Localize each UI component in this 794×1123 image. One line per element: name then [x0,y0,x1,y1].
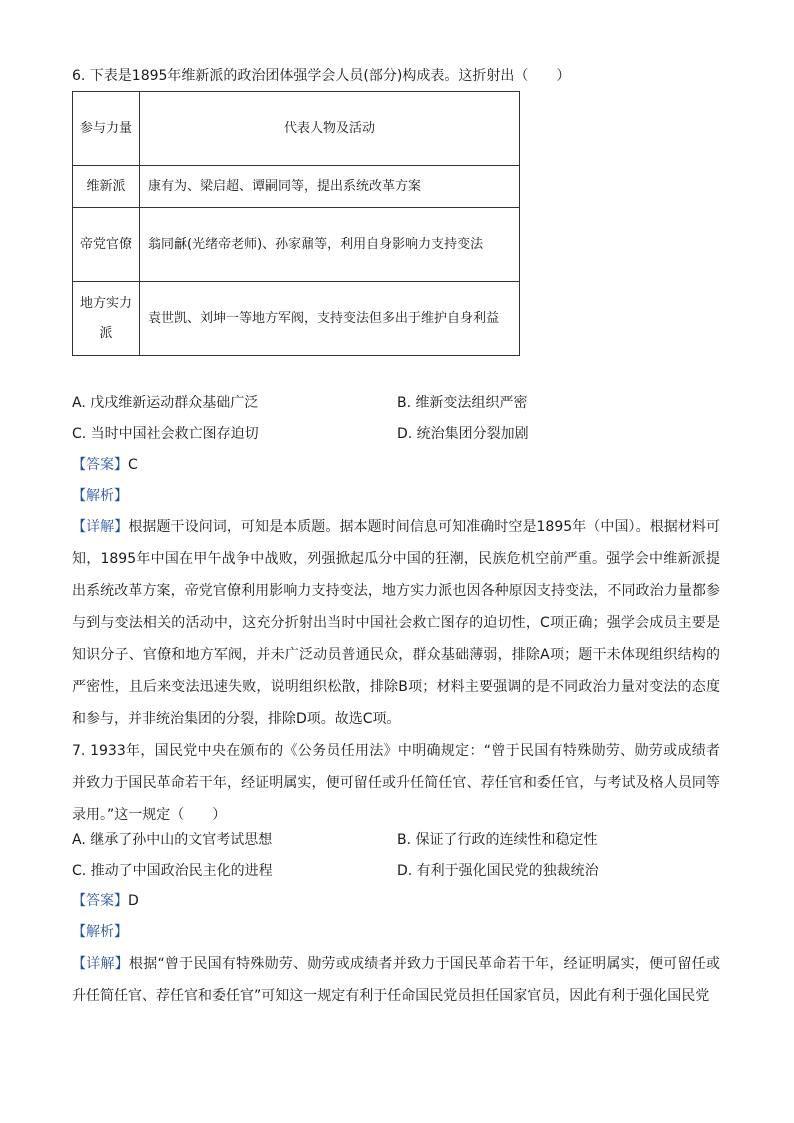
detail-tag: 【详解】 [72,519,129,535]
table-cell-force: 维新派 [73,166,140,208]
table-cell-activity: 翁同龢(光绪帝老师)、孙家鼐等，利用自身影响力支持变法 [140,208,520,282]
q6-option-c: C. 当时中国社会救亡图存迫切 [72,426,259,442]
q7-option-b: B. 保证了行政的连续性和稳定性 [397,832,598,848]
q6-detail [72,511,720,735]
table-cell-force: 帝党官僚 [73,208,140,282]
answer-tag: 【答案】 [72,457,128,473]
q7-option-c: C. 推动了中国政治民主化的进程 [72,863,273,879]
q6-stem: 6. 下表是1895年维新派的政治团体强学会人员(部分)构成表。这折射出（ ） [72,68,571,84]
table-header-row [73,92,520,166]
table-header-force: 参与力量 [73,92,140,166]
answer-tag: 【答案】 [72,893,128,909]
table-row [73,282,520,356]
table-cell-activity: 康有为、梁启超、谭嗣同等，提出系统改革方案 [140,166,520,208]
q6-option-a: A. 戊戌维新运动群众基础广泛 [72,395,259,411]
table-cell-force: 地方实力派 [73,282,140,356]
q7-answer-line [72,891,139,911]
q7-analysis-tag [72,922,128,942]
detail-text: 根据“曾于民国有特殊勋劳、勋劳或成绩者并致力于国民革命若干年，经证明属实，便可留任或升任简任官、荐任官和委任官”可知这一规定有利于任命国民党员担任国家官员，因此有利于强化国民党 [72,956,720,1004]
q7-option-d: D. 有利于强化国民党的独裁统治 [397,863,599,879]
table-header-activity: 代表人物及活动 [140,92,520,166]
detail-text: 根据题干设问词，可知是本质题。据本题时间信息可知准确时空是1895年（中国）。根据材料可知，1895年中国在甲午战争中战败，列强掀起瓜分中国的狂潮，民族危机空前严重。强学会中维新派提出系统改革方案，帝党官僚利用影响力支持变法，地方实力派也因各种原因支持变法，不同政治力量都参与到与变法相关的活动中，这充分折射出当时中国社会救亡图存的迫切性，C项正确；强学会成员主要是知识分子、官僚和地方军阀，并未广泛动员普通民众，群众基础薄弱，排除A项；题干未体现组织结构的严密性，且后来变法迅速失败，说明组织松散，排除B项；材料主要强调的是不同政治力量对变法的态度和参与，并非统治集团的分裂，排除D项。故选C项。 [72,519,720,727]
detail-tag: 【详解】 [72,956,129,972]
table-row [73,208,520,282]
analysis-tag: 【解析】 [72,488,128,504]
table-cell-activity: 袁世凯、刘坤一等地方军阀，支持变法但多出于维护自身利益 [140,282,520,356]
answer-value: D [128,893,139,909]
q7-option-a: A. 继承了孙中山的文官考试思想 [72,832,273,848]
q6-option-d: D. 统治集团分裂加剧 [397,426,529,442]
table-row [73,166,520,208]
q6-analysis-tag [72,486,128,506]
q6-answer-line [72,455,138,475]
analysis-tag: 【解析】 [72,924,128,940]
q6-option-b: B. 维新变法组织严密 [397,395,528,411]
q7-stem: 7. 1933年，国民党中央在颁布的《公务员任用法》中明确规定：“曾于民国有特殊勋劳、勋劳或成绩者并致力于国民革命若干年，经证明属实，便可留任或升任简任官、荐任官和委任官，与考试及格人员同等录用。”这一规定（ ） [72,743,720,823]
answer-value: C [128,457,138,473]
q7-detail [72,948,720,1012]
q6-table [72,91,520,356]
